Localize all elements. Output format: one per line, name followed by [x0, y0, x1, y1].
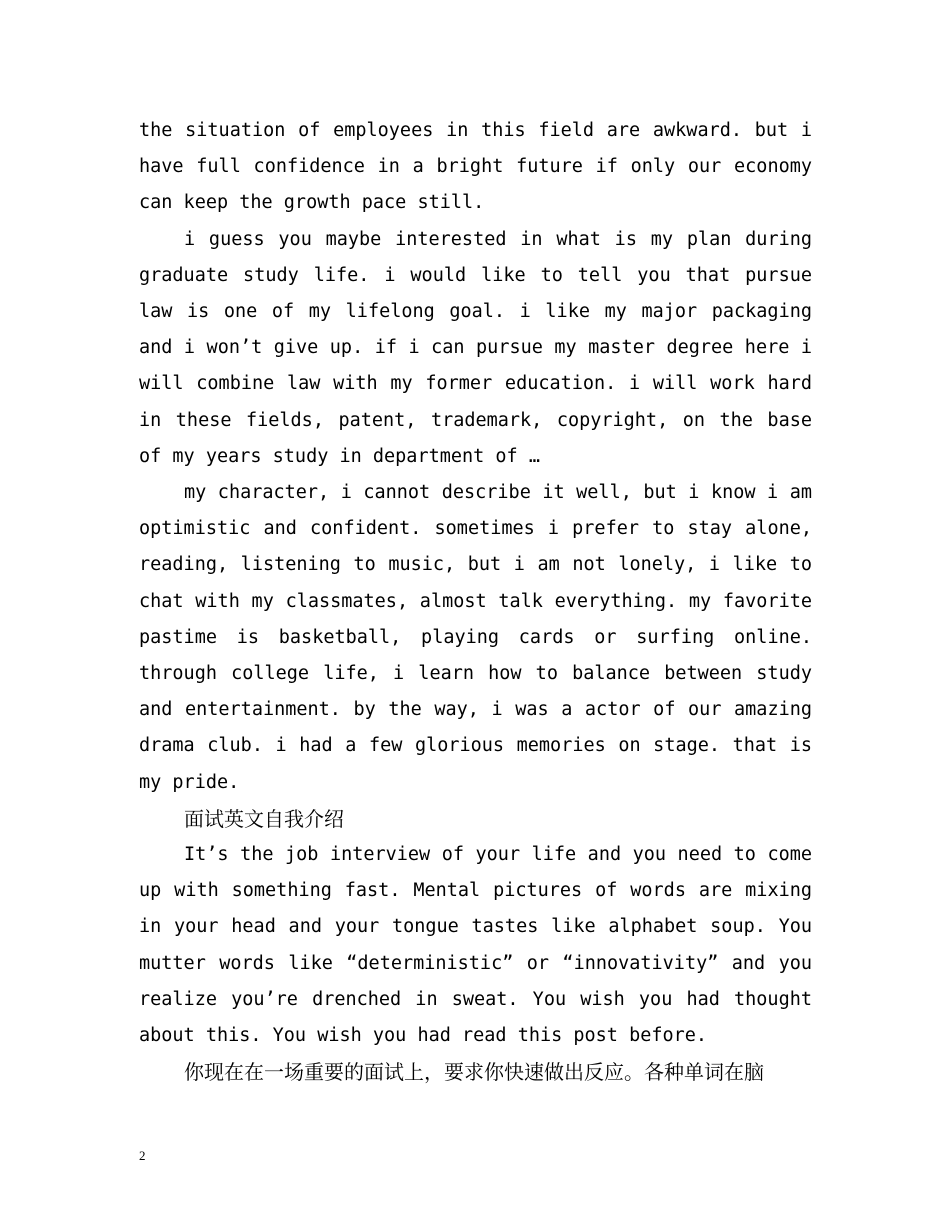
- section-heading: 面试英文自我介绍: [184, 806, 344, 831]
- paragraph-graduate-plan: i guess you maybe interested in what is my plan during graduate study life. i would like to tell you that pursue law is one of my lifelong goal. i like my major packaging and i won’t give up. if i can pursue my master degree here i will combine law with my former education. i will work hard in these fields, patent, trademark, copyright, on the base of my years study in department of …: [139, 228, 812, 467]
- paragraph-character: my character, i cannot describe it well, but i know i am optimistic and confident. sometimes i prefer to stay alone, reading, listening to music, but i am not lonely, i like to chat with my classmates, almost talk everything. my favorite pastime is basketball, playing cards or surfing online. through college life, i learn how to balance between study and entertainment. by the way, i was a actor of our amazing drama club. i had a few glorious memories on stage. that is my pride.: [139, 482, 812, 793]
- page-number: 2: [139, 1148, 146, 1163]
- paragraph-employees-situation: the situation of employees in this field are awkward. but i have full confidence in a bright future if only our economy can keep the growth pace still.: [139, 120, 812, 214]
- paragraph-chinese-intro: 你现在在一场重要的面试上，要求你快速做出反应。各种单词在脑: [184, 1060, 764, 1085]
- paragraph-job-interview: It’s the job interview of your life and you need to come up with something fast. Mental pictures of words are mixing in your head and your tongue tastes like alphabet soup. You mutter words like “deterministic” or “innovativity” and you realize you’re drenched in sweat. You wish you had thought about this. You wish you had read this post before.: [139, 844, 812, 1047]
- page-body: [139, 113, 812, 1090]
